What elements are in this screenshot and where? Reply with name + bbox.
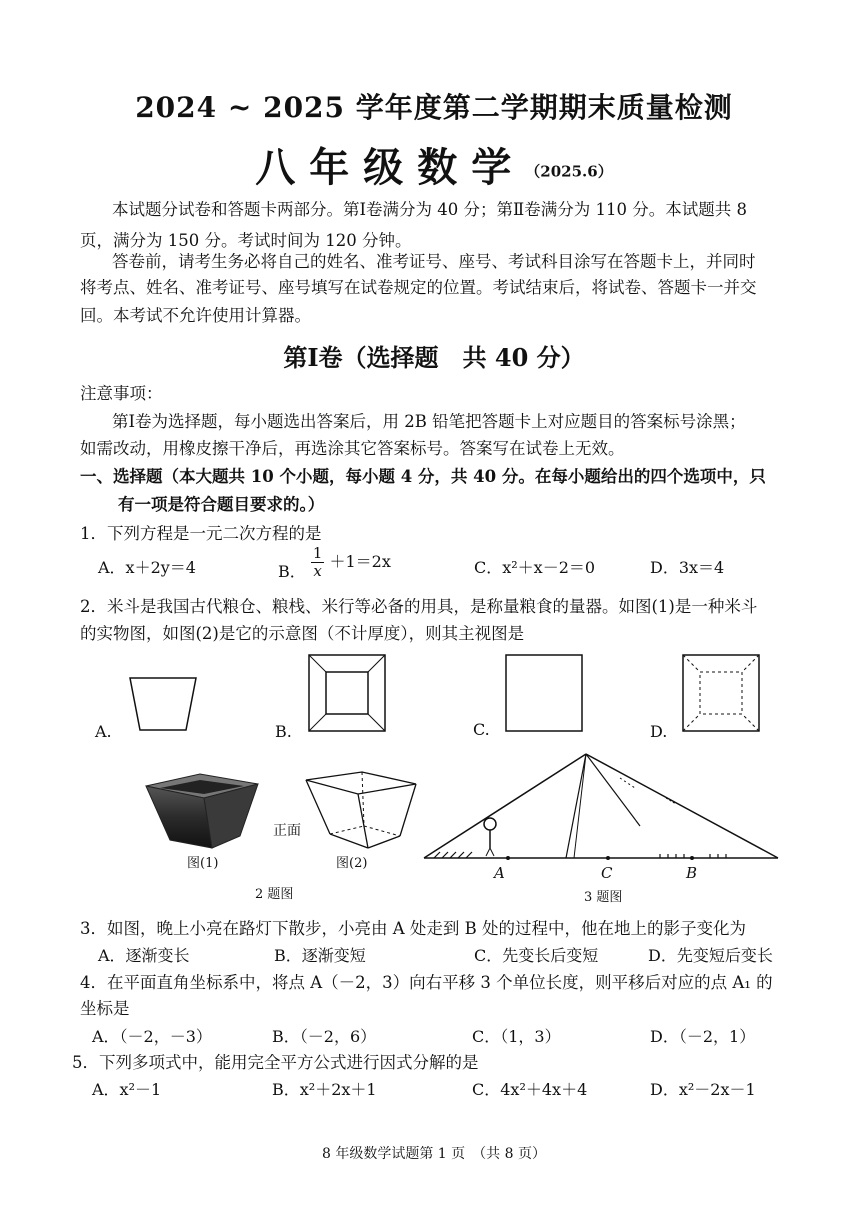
- q1-fraction-denominator: x: [313, 562, 322, 580]
- q5-option-b: B．x²＋2x＋1: [272, 1080, 377, 1099]
- q2-option-a-figure: [128, 676, 198, 732]
- q2-stem-line-2: 的实物图，如图(2)是它的示意图（不计厚度），则其主视图是: [80, 624, 525, 643]
- q2-option-d-label: D.: [650, 722, 668, 741]
- q1-option-a: A．x＋2y＝4: [98, 558, 196, 577]
- q2-option-c-label: C.: [473, 720, 490, 739]
- q3-option-b: B．逐渐变短: [274, 946, 366, 965]
- section-title: 第Ⅰ卷（选择题 共 40 分）: [283, 343, 585, 372]
- q3-option-d: D．先变短后变长: [648, 946, 773, 965]
- intro-line-5: 回。本考试不允许使用计算器。: [80, 306, 311, 325]
- notice-label: 注意事项：: [80, 384, 163, 403]
- q2-rice-measure-photo: [140, 770, 264, 850]
- intro-line-3: 答卷前，请考生务必将自己的姓名、准考证号、座号、考试科目涂写在答题卡上，并同时: [112, 252, 756, 271]
- q1-option-d: D．3x＝4: [650, 558, 725, 577]
- q1-option-b-label: B．: [278, 562, 306, 581]
- q4-option-c: C．（1，3）: [472, 1027, 561, 1046]
- intro-line-4: 将考点、姓名、准考证号、座号填写在试卷规定的位置。考试结束后，将试卷、答题卡一并交: [80, 278, 757, 297]
- subject-name: 八年级数学: [255, 144, 526, 191]
- q4-option-b: B．（－2，6）: [272, 1027, 377, 1046]
- q4-stem-line-2: 坐标是: [80, 999, 130, 1018]
- q2-fig1-caption: 图(1): [187, 856, 219, 871]
- q5-option-a: A．x²－1: [92, 1080, 162, 1099]
- q2-option-b-figure: [306, 652, 390, 736]
- q2-schematic-figure: [300, 770, 420, 850]
- q4-option-a: A．（－2，－3）: [92, 1027, 212, 1046]
- intro-line-1: 本试题分试卷和答题卡两部分。第Ⅰ卷满分为 40 分；第Ⅱ卷满分为 110 分。本试题共 8: [112, 200, 747, 219]
- q3-option-a: A．逐渐变长: [98, 946, 190, 965]
- q5-stem: 5．下列多项式中，能用完全平方公式进行因式分解的是: [72, 1053, 479, 1072]
- q5-option-d: D．x²－2x－1: [650, 1080, 756, 1099]
- q5-option-c: C．4x²＋4x＋4: [472, 1080, 588, 1099]
- q3-option-c: C．先变长后变短: [474, 946, 599, 965]
- notice-line-1: 第Ⅰ卷为选择题，每小题选出答案后，用 2B 铅笔把答题卡上对应题目的答案标号涂黑；: [112, 412, 746, 431]
- part-heading-line-2: 有一项是符合题目要求的。）: [118, 495, 325, 514]
- q1-option-b: [278, 545, 391, 580]
- q3-streetlight-figure: [420, 748, 782, 868]
- q2-option-b-label: B.: [275, 722, 292, 741]
- exam-title: 2024 ~ 2025 学年度第二学期期末质量检测: [135, 91, 733, 124]
- q2-option-c-figure: [503, 652, 587, 736]
- intro-line-2: 页，满分为 150 分。考试时间为 120 分钟。: [80, 231, 412, 250]
- q1-stem: 1．下列方程是一元二次方程的是: [80, 524, 322, 543]
- subject-title: [0, 136, 868, 193]
- q3-label-b: B: [686, 864, 698, 882]
- page-footer: 8 年级数学试题第 1 页 （共 8 页）: [322, 1146, 546, 1162]
- q3-figure-caption: 3 题图: [584, 890, 623, 905]
- q2-option-d-figure: [680, 652, 764, 736]
- q2-figure-caption: 2 题图: [255, 887, 294, 902]
- q1-option-c: C．x²＋x－2＝0: [474, 558, 596, 577]
- q1-fraction-numerator: 1: [312, 544, 323, 562]
- q4-stem-line-1: 4．在平面直角坐标系中，将点 A（－2，3）向右平移 3 个单位长度，则平移后对应的点 A₁ 的: [80, 973, 773, 992]
- q3-stem: 3．如图，晚上小亮在路灯下散步，小亮由 A 处走到 B 处的过程中，他在地上的影子变化为: [80, 919, 747, 938]
- q2-front-label: 正面: [273, 823, 301, 839]
- q3-label-a: A: [494, 864, 505, 882]
- part-heading-line-1: 一、选择题（本大题共 10 个小题，每小题 4 分，共 40 分。在每小题给出的四个选项中，只: [80, 467, 766, 486]
- q4-option-d: D．（－2，1）: [650, 1027, 756, 1046]
- q2-stem-line-1: 2．米斗是我国古代粮仓、粮栈、米行等必备的用具，是称量粮食的量器。如图(1)是一种米斗: [80, 597, 758, 616]
- q3-label-c: C: [601, 864, 613, 882]
- exam-date: （2025.6）: [525, 162, 613, 181]
- q2-option-a-label: A.: [95, 722, 112, 741]
- q2-fig2-caption: 图(2): [336, 856, 368, 871]
- notice-line-2: 如需改动，用橡皮擦干净后，再选涂其它答案标号。答案写在试卷上无效。: [80, 439, 625, 458]
- q1-option-b-rest: ＋1＝2x: [329, 552, 391, 571]
